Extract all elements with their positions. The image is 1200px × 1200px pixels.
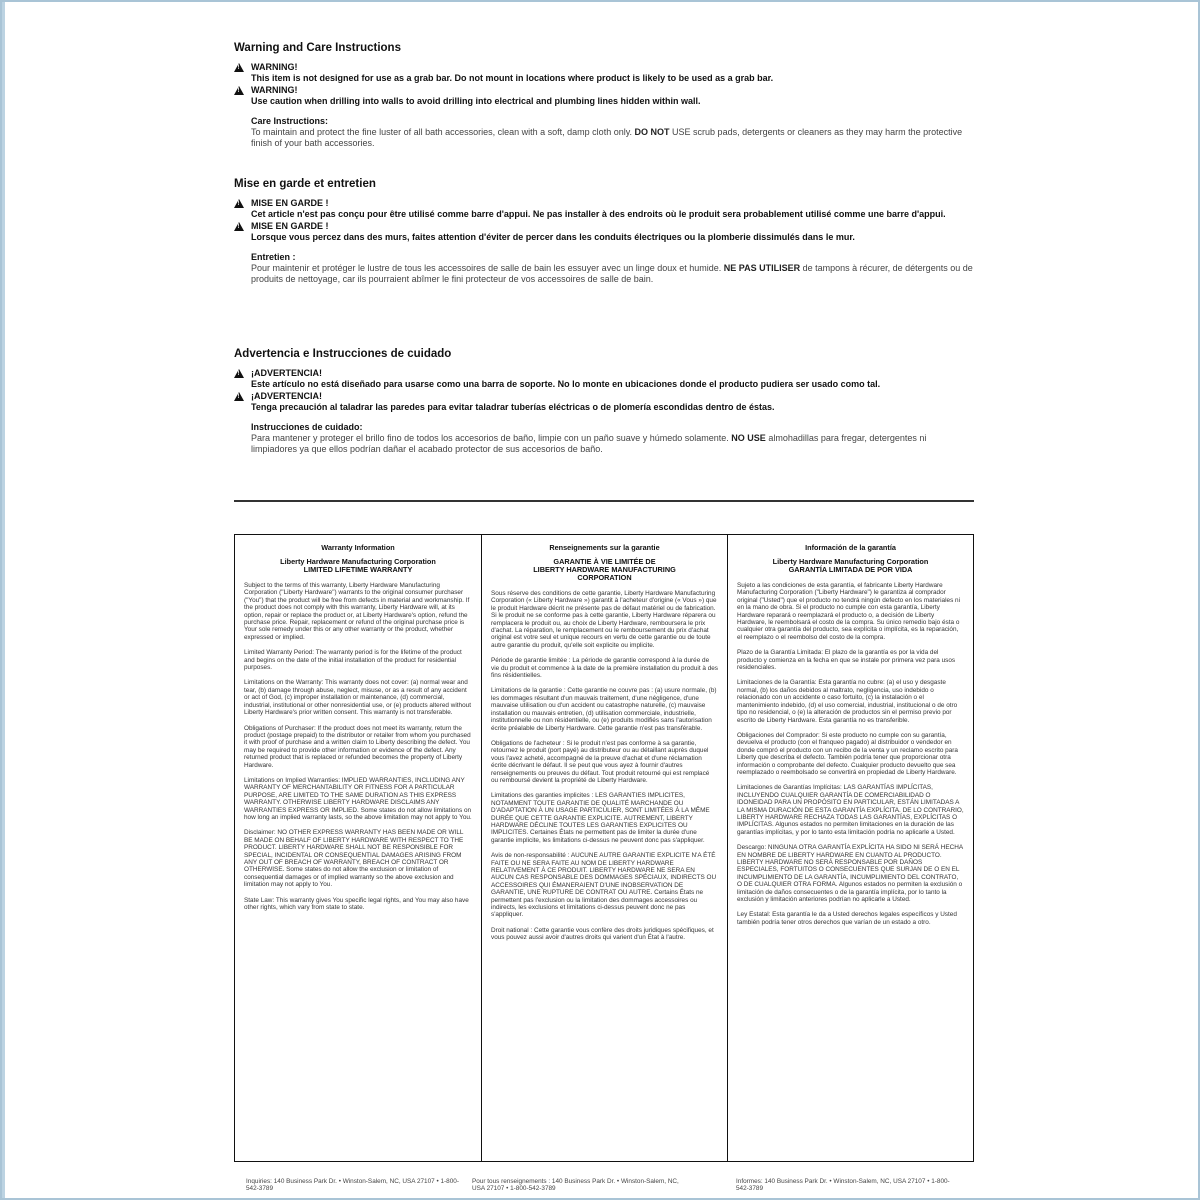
care-heading: Care Instructions: [251,116,329,126]
warning-label: WARNING! [251,85,298,95]
warranty-paragraph: Plazo de la Garantía Limitada: El plazo de la garantía es por la vida del producto y comienza en la fecha en que se instale por primera vez para usos residenciales. [737,649,956,672]
inquiries-footer: Informes: 140 Business Park Dr. • Winston-Salem, NC, USA 27107 • 1-800-542-3789 [736,1178,950,1193]
warranty-column-heading: GARANTIE À VIE LIMITÉE DE LIBERTY HARDWARE MANUFACTURING CORPORATION [533,557,676,582]
warning-label: ¡ADVERTENCIA! [251,368,322,378]
warranty-paragraph: State Law: This warranty gives You specific legal rights, and You may also have other rights, which vary from state to state. [244,896,469,912]
section-heading: Mise en garde et entretien [234,178,376,190]
warranty-column-title: Renseignements sur la garantie [549,543,660,552]
warranty-column-heading: Liberty Hardware Manufacturing Corporation GARANTÍA LIMITADA DE POR VIDA [772,557,929,574]
warning-text: Cet article n'est pas conçu pour être utilisé comme barre d'appui. Ne pas installer à des endroits où le produit sera probablement utilisé comme une barre d'appui. [251,209,946,219]
warranty-paragraph: Période de garantie limitée : La période de garantie correspond à la durée de vie du produit et commence à la date de la première installation du produit à des fins résidentielles. [491,657,719,680]
care-block [251,252,974,285]
warning-block [234,198,974,220]
warning-triangle-icon [234,63,244,72]
warning-label: ¡ADVERTENCIA! [251,391,322,401]
warranty-box [234,534,974,1162]
care-section-english [234,42,974,149]
warranty-paragraph: Limitaciones de la Garantía: Esta garantía no cubre: (a) el uso y desgaste normal, (b) los daños debidos al maltrato, negligencia, uso indebido o relacionado con un accidente o caso fortuito, (c) la instalación o el mantenimiento indebido, (d) el uso comercial, industrial, institucional o de otro tipo no residencial, o (e) la alteración de productos sin el permiso previo por escrito de Liberty Hardware. Esta garantía no es transferible. [737,679,958,724]
inquiries-footer: Inquiries: 140 Business Park Dr. • Winston-Salem, NC, USA 27107 • 1-800-542-3789 [246,1178,459,1193]
warranty-column-spanish [727,535,973,1161]
warning-label: MISE EN GARDE ! [251,198,329,208]
warranty-column-french [481,535,727,1161]
care-section-spanish [234,348,974,455]
warranty-paragraph: Limitaciones de Garantías Implícitas: LAS GARANTÍAS IMPLÍCITAS, INCLUYENDO CUALQUIER GARANTÍA DE COMERCIABILIDAD O IDONEIDAD PARA UN PROPÓSITO EN PARTICULAR, ESTÁN LIMITADAS A LA MISMA DURACIÓN DE ESTA GARANTÍA EXPLÍCITA. DE LO CONTRARIO, LIBERTY HARDWARE RECHAZA TODAS LAS GARANTÍAS, EXPLÍCITAS O IMPLÍCITAS. Algunos estados no permiten limitaciones en la duración de las garantías implícitas, y por lo tanto esta limitación podría no aplicarle a Usted. [737,784,964,836]
warranty-paragraph: Limitations des garanties implicites : LES GARANTIES IMPLICITES, NOTAMMENT TOUTE GARANTIE DE QUALITÉ MARCHANDE OU D'ADAPTATION À UN USAGE PARTICULIER, SONT LIMITÉES À LA MÊME DURÉE QUE CETTE GARANTIE EXPLICITE. AUTREMENT, LIBERTY HARDWARE DÉCLINE TOUTES LES GARANTIES EXPLICITES OU IMPLICITES. Certaines États ne permettent pas de limiter la durée d'une garantie implicite, les limitations ci-dessus ne peuvent donc pas s'appliquer. [491,792,710,844]
warranty-paragraph: Obligations de l'acheteur : Si le produit n'est pas conforme à sa garantie, retournez le produit (port payé) au distributeur ou au détaillant auprès duquel vous l'avez acheté, accompagné de la preuve d'achat et d'une réclamation écrite décrivant le défaut. Il se peut que vous ayez à fournir d'autres renseignements ou preuves du défaut. Tout produit retourné qui est remplacé ou remboursé devient la propriété de Liberty Hardware. [491,739,710,784]
warranty-column-title: Información de la garantía [805,543,896,552]
section-heading: Advertencia e Instrucciones de cuidado [234,348,452,360]
warranty-paragraph: Limitations de la garantie : Cette garantie ne couvre pas : (a) usure normale, (b) les dommages résultant d'un mauvais traitement, d'une négligence, d'une mauvaise utilisation ou d'un accident ou catastrophe naturelle, (c) mauvaise installation ou mauvais entretien, (d) utilisation commerciale, industrielle, institutionnelle ou non résidentielle, ou (e) produits modifiés sans l'autorisation écrite préalable de Liberty Hardware. Cette garantie n'est pas transférable. [491,687,717,732]
warning-label: MISE EN GARDE ! [251,221,329,231]
warranty-paragraph: Sous réserve des conditions de cette garantie, Liberty Hardware Manufacturing Corporation (« Liberty Hardware ») garantit à l'acheteur d'origine (« Vous ») que le produit Hardware décrit ne présente pas de défaut matériel ou de fabrication. Si le produit ne se conforme pas à cette garantie, Liberty Hardware réparera ou remplacera le produit ou, au choix de Liberty Hardware, remboursera le prix d'achat. La réparation, le remplacement ou le remboursement du prix d'achat original est votre seul et unique recours en vertu de cette garantie ou de toute autre garantie du produit, qu'elle soit explicite ou implicite. [491,590,717,649]
warranty-paragraph: Sujeto a las condiciones de esta garantía, el fabricante Liberty Hardware Manufacturing Corporation ("Liberty Hardware") le garantiza al comprador original ("Usted") que el producto no tendrá ningún defecto en los materiales ni en la mano de obra. Si el producto no cumple con esta garantía, Liberty Hardware reparará o reemplazará el producto o, a decisión de Liberty Hardware, le reembolsará el costo de la compra. Su único remedio bajo ésta o cualquier otra garantía del producto, sea explícita o implícita, es la reparación, el reemplazo o el reembolso del costo de la compra. [737,582,961,641]
warning-text: Use caution when drilling into walls to avoid drilling into electrical and plumbing lines hidden within wall. [251,96,701,106]
warranty-paragraph: Subject to the terms of this warranty, Liberty Hardware Manufacturing Corporation ("Liberty Hardware") warrants to the original consumer purchaser ("You") that the product will be free from defects in material and workmanship. If the product does not comply with this warranty, Liberty Hardware will, at its option, repair or replace the product or, at Liberty Hardware's option, refund the purchase price. Repair, replacement or refund of the original purchase price is Your sole remedy under this or any other warranty or the product, whether expressed or implied. [244,582,470,641]
warning-text: Lorsque vous percez dans des murs, faites attention d'éviter de percer dans les conduits électriques ou la plomberie dissimulés dans le mur. [251,232,855,242]
warranty-paragraph: Limited Warranty Period: The warranty period is for the lifetime of the product and begins on the date of the initial installation of the product for residential purposes. [244,649,462,672]
section-divider [234,500,974,502]
warning-block [234,391,974,413]
care-heading: Instrucciones de cuidado: [251,422,363,432]
care-heading: Entretien : [251,252,296,262]
warranty-paragraph: Avis de non-responsabilité : AUCUNE AUTRE GARANTIE EXPLICITE N'A ÉTÉ FAITE OU NE SERA FAITE AU NOM DE LIBERTY HARDWARE RELATIVEMENT À CE PRODUIT. LIBERTY HARDWARE NE SERA EN AUCUN CAS RESPONSABLE DES DOMMAGES SPÉCIAUX, INDIRECTS OU ACCESSOIRES QUI ÉMANERAIENT D'UNE INOBSERVATION DE GARANTIE, UNE RUPTURE DE CONTRAT OU AUTRE. Certains États ne permettent pas l'exclusion ou la limitation des dommages accessoires ou indirects, les exclusions et limitations ci-dessus peuvent donc ne pas s'appliquer. [491,852,717,919]
warning-triangle-icon [234,369,244,378]
warning-block [234,62,974,84]
warranty-paragraph: Disclaimer: NO OTHER EXPRESS WARRANTY HAS BEEN MADE OR WILL BE MADE ON BEHALF OF LIBERTY HARDWARE WITH RESPECT TO THE PRODUCT. LIBERTY HARDWARE SHALL NOT BE RESPONSIBLE FOR SPECIAL, INCIDENTAL OR CONSEQUENTIAL DAMAGES ARISING FROM ANY OUT OF BREACH OF WARRANTY, BREACH OF CONTRACT OR OTHERWISE. Some states do not allow the exclusion or limitation of consequential damages or of implied warranty so the above exclusion and limitation may not apply to You. [244,829,464,889]
care-text: Para mantener y proteger el brillo fino de todos los accesorios de baño, limpie con un paño suave y húmedo solamente. NO USE almohadillas para fregar, detergentes ni limpiadores ya que ellos podrían dañar el acabado protector de sus accesorios de baño. [251,433,927,454]
warning-block [234,85,974,107]
care-section-french [234,178,974,285]
warning-text: Tenga precaución al taladrar las paredes para evitar taladrar tuberías eléctricas o de plomería escondidas dentro de éstas. [251,402,775,412]
warranty-column-heading: Liberty Hardware Manufacturing Corporation LIMITED LIFETIME WARRANTY [280,557,436,574]
warning-text: This item is not designed for use as a grab bar. Do not mount in locations where product is likely to be used as a grab bar. [251,73,774,83]
warranty-paragraph: Droit national : Cette garantie vous confère des droits juridiques spécifiques, et vous pouvez aussi avoir d'autres droits qui varient d'un État à l'autre. [491,926,714,942]
warning-triangle-icon [234,86,244,95]
warranty-paragraph: Descargo: NINGUNA OTRA GARANTÍA EXPLÍCITA HA SIDO NI SERÁ HECHA EN NOMBRE DE LIBERTY HARDWARE EN CUANTO AL PRODUCTO. LIBERTY HARDWARE NO SERÁ RESPONSABLE POR DAÑOS ESPECIALES, FORTUITOS O CONSECUENTES QUE SURJAN DE O EN EL INCUMPLIMIENTO DE LA GARANTÍA, INCUMPLIMIENTO DEL CONTRATO, O DE CUALQUIER OTRA FORMA. Algunos estados no permiten la exclusión o limitación de daños consecuentes o de la garantía implícita, por lo tanto la exclusión y limitación anteriores podrían no aplicarle a Usted. [737,844,963,904]
inquiries-footer: Pour tous renseignements : 140 Business Park Dr. • Winston-Salem, NC, USA 27107 • 1-800-542-3789 [472,1178,679,1193]
warranty-paragraph: Obligations of Purchaser: If the product does not meet its warranty, return the product (postage prepaid) to the distributor or retailer from whom you purchased it with proof of purchase and a written claim to Liberty describing the defect. You may be required to provide other information or evidence of the defect. Any returned product that is replaced or refunded becomes the property of Liberty Hardware. [244,724,471,769]
warning-block [234,221,974,243]
warranty-column-title: Warranty Information [321,543,395,552]
care-text: To maintain and protect the fine luster of all bath accessories, clean with a soft, damp cloth only. DO NOT USE scrub pads, detergents or cleaners as they may harm the protective finish of your bath accessories. [251,127,963,148]
warning-text: Este artículo no está diseñado para usarse como una barra de soporte. No lo monte en ubicaciones donde el producto pudiera ser usado como tal. [251,379,881,389]
warranty-paragraph: Limitations on the Warranty: This warranty does not cover: (a) normal wear and tear, (b) damage through abuse, neglect, misuse, or as a result of any accident or act of God, (c) improper installation or maintenance, (d) commercial, industrial, institutional or other nonresidential use, or (e) products altered without Liberty Hardware's prior written consent. This warranty is not transferable. [244,679,471,717]
warranty-paragraph: Limitations on Implied Warranties: IMPLIED WARRANTIES, INCLUDING ANY WARRANTY OF MERCHANTABILITY OR FITNESS FOR A PARTICULAR PURPOSE, ARE LIMITED TO THE SAME DURATION AS THIS EXPRESS WARRANTY. OTHERWISE LIBERTY HARDWARE DISCLAIMS ANY WARRANTIES EXPRESS OR IMPLIED. Some states do not allow limitations on how long an implied warranty lasts, so the above limitation may not apply to You. [244,776,472,821]
warning-label: WARNING! [251,62,298,72]
warranty-column-english [235,535,481,1161]
section-heading: Warning and Care Instructions [234,42,401,54]
care-block [251,116,974,149]
warranty-paragraph: Ley Estatal: Esta garantía le da a Usted derechos legales específicos y Usted también podría tener otros derechos que varían de un estado a otro. [737,911,957,926]
care-block [251,422,974,455]
warranty-paragraph: Obligaciones del Comprador: Si este producto no cumple con su garantía, devuelva el producto (con el franqueo pagado) al distribuidor o vendedor en donde compró el producto con un recibo de la venta y un reclamo escrito para Liberty que describa el defecto. También podría tener que proporcionar otra información o comprobante del defecto. Cualquier producto devuelto que sea reemplazado o reembolsado se convertirá en propiedad de Liberty Hardware. [737,731,958,776]
care-text: Pour maintenir et protéger le lustre de tous les accessoires de salle de bain les essuyer avec un linge doux et humide. NE PAS UTILISER de tampons à récurer, de détergents ou de produits de nettoyage, car ils pourraient abîmer le fini protecteur de vos accessoires de salle de bain. [251,263,973,284]
warning-triangle-icon [234,222,244,231]
warning-block [234,368,974,390]
warning-triangle-icon [234,199,244,208]
warning-triangle-icon [234,392,244,401]
